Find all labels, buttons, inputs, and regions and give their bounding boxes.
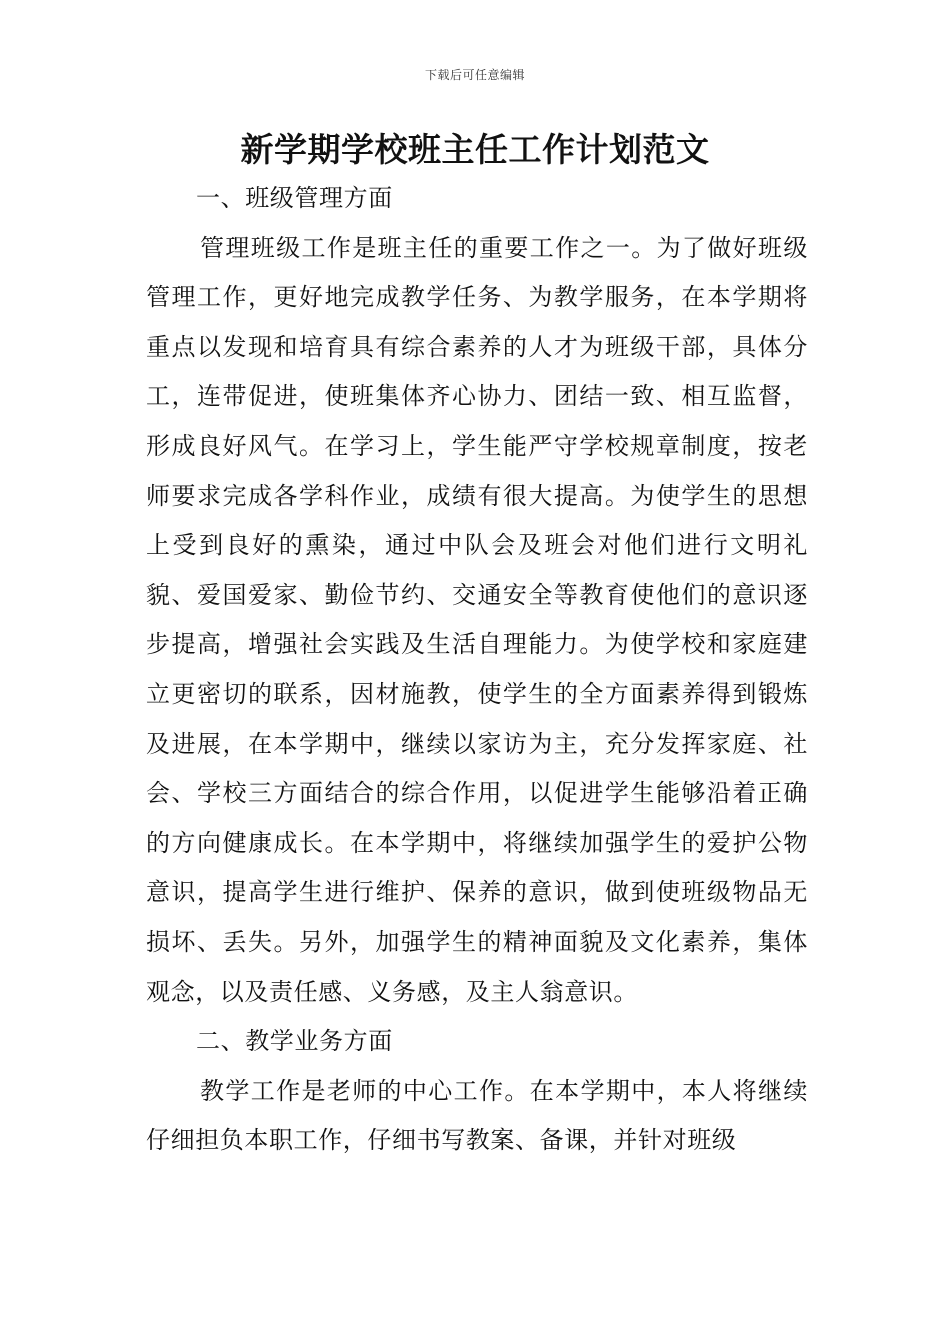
section-heading-2: 二、教学业务方面 <box>196 1027 393 1056</box>
document-title: 新学期学校班主任工作计划范文 <box>240 130 710 169</box>
section-heading-1: 一、班级管理方面 <box>196 184 393 212</box>
section-paragraph-2: 教学工作是老师的中心工作。在本学期中，本人将继续仔细担负本职工作，仔细书写教案、备课，并针对班级 <box>146 1076 808 1155</box>
document-body <box>146 174 808 1166</box>
section-paragraph-1: 管理班级工作是班主任的重要工作之一。为了做好班级管理工作，更好地完成教学任务、为教学服务，在本学期将重点以发现和培育具有综合素养的人才为班级干部，具体分工，连带促进，使班集体齐心协力、团结一致、相互监督，形成良好风气。在学习上，学生能严守学校规章制度，按老师要求完成各学科作业，成绩有很大提高。为使学生的思想上受到良好的熏染，通过中队会及班会对他们进行文明礼貌、爱国爱家、勤俭节约、交通安全等教育使他们的意识逐步提高，增强社会实践及生活自理能力。为使学校和家庭建立更密切的联系，因材施教，使学生的全方面素养得到锻炼及进展，在本学期中，继续以家访为主，充分发挥家庭、社会、学校三方面结合的综合作用，以促进学生能够沿着正确的方向健康成长。在本学期中，将继续加强学生的爱护公物意识，提高学生进行维护、保养的意识，做到使班级物品无损坏、丢失。另外，加强学生的精神面貌及文化素养，集体观念，以及责任感、义务感，及主人翁意识。 <box>146 233 808 1006</box>
header-note: 下载后可任意编辑 <box>424 68 525 82</box>
